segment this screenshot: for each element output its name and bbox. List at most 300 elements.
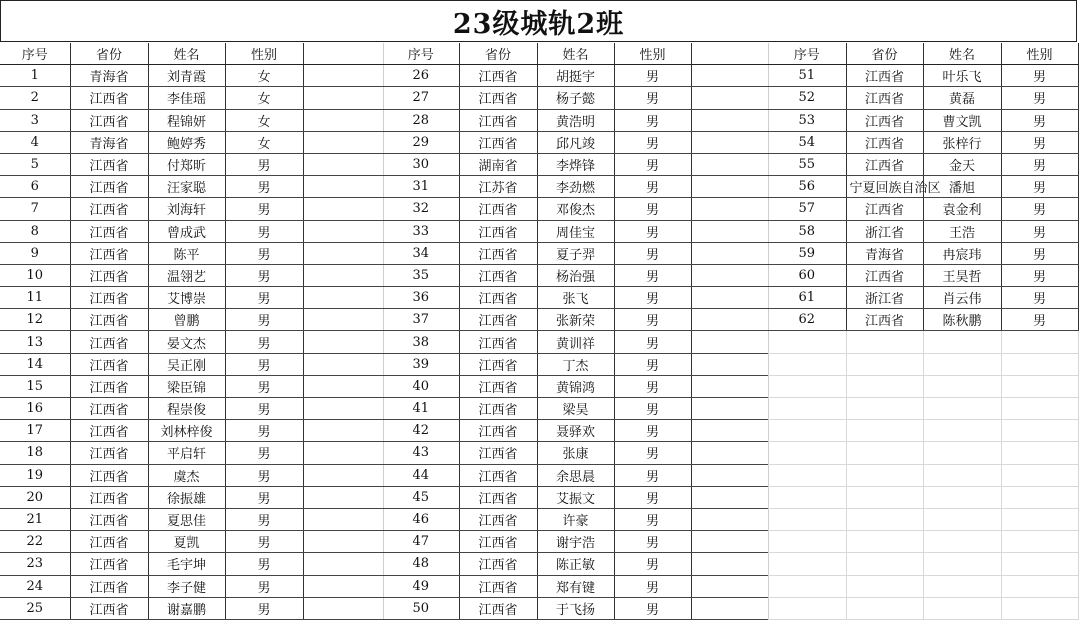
province-cell: 江西省 xyxy=(70,531,148,553)
table-row xyxy=(383,65,768,87)
seq-cell xyxy=(768,375,846,397)
empty-row xyxy=(768,398,1078,420)
table-row xyxy=(0,508,383,530)
table-row xyxy=(0,153,383,175)
empty-row xyxy=(768,331,1078,353)
spacer-cell xyxy=(303,575,383,597)
seq-cell: 13 xyxy=(0,331,70,353)
table-row xyxy=(383,153,768,175)
table-row xyxy=(0,198,383,220)
table-row xyxy=(383,198,768,220)
gender-cell xyxy=(1001,575,1078,597)
gender-cell: 男 xyxy=(225,264,303,286)
seq-cell: 43 xyxy=(383,442,459,464)
seq-cell: 58 xyxy=(768,220,846,242)
province-cell: 江西省 xyxy=(459,109,537,131)
table-row xyxy=(383,553,768,575)
name-cell: 虞杰 xyxy=(148,464,225,486)
gender-cell: 男 xyxy=(1001,131,1078,153)
gender-cell: 男 xyxy=(225,531,303,553)
gender-cell: 男 xyxy=(1001,309,1078,331)
spacer-cell xyxy=(303,109,383,131)
spacer-cell xyxy=(691,198,768,220)
gender-cell: 男 xyxy=(225,242,303,264)
seq-cell xyxy=(768,486,846,508)
table-row xyxy=(0,575,383,597)
seq-cell xyxy=(768,398,846,420)
gender-cell xyxy=(1001,597,1078,619)
gender-cell: 男 xyxy=(225,553,303,575)
gender-cell: 男 xyxy=(614,176,691,198)
table-row xyxy=(768,176,1078,198)
header-province: 省份 xyxy=(846,43,923,65)
gender-cell: 男 xyxy=(225,331,303,353)
seq-cell: 23 xyxy=(0,553,70,575)
empty-row xyxy=(768,464,1078,486)
spacer-cell xyxy=(691,597,768,619)
seq-cell: 59 xyxy=(768,242,846,264)
name-cell: 徐振雄 xyxy=(148,486,225,508)
gender-cell xyxy=(1001,353,1078,375)
seq-cell: 36 xyxy=(383,287,459,309)
seq-cell: 56 xyxy=(768,176,846,198)
spacer-cell xyxy=(303,153,383,175)
seq-cell: 52 xyxy=(768,87,846,109)
seq-cell: 26 xyxy=(383,65,459,87)
name-cell: 黄训祥 xyxy=(537,331,614,353)
gender-cell: 男 xyxy=(225,508,303,530)
name-cell: 李子健 xyxy=(148,575,225,597)
table-row xyxy=(768,109,1078,131)
table-row xyxy=(768,242,1078,264)
seq-cell: 11 xyxy=(0,287,70,309)
table-row xyxy=(0,331,383,353)
name-cell: 温翎艺 xyxy=(148,264,225,286)
seq-cell xyxy=(768,464,846,486)
table-row xyxy=(0,375,383,397)
spacer-cell xyxy=(691,398,768,420)
name-cell xyxy=(923,331,1001,353)
spacer-cell xyxy=(303,176,383,198)
province-cell: 江西省 xyxy=(70,442,148,464)
spacer-cell xyxy=(691,486,768,508)
spacer-cell xyxy=(303,309,383,331)
name-cell: 李烨锋 xyxy=(537,153,614,175)
table-row xyxy=(0,65,383,87)
seq-cell: 46 xyxy=(383,508,459,530)
spacer-cell xyxy=(691,553,768,575)
gender-cell: 男 xyxy=(614,131,691,153)
gender-cell: 男 xyxy=(225,575,303,597)
gender-cell xyxy=(1001,442,1078,464)
province-cell xyxy=(846,553,923,575)
table-row xyxy=(768,153,1078,175)
name-cell: 陈秋鹏 xyxy=(923,309,1001,331)
spacer-cell xyxy=(303,531,383,553)
province-cell: 青海省 xyxy=(70,65,148,87)
spacer-cell xyxy=(691,153,768,175)
province-cell: 浙江省 xyxy=(846,287,923,309)
table-row xyxy=(0,264,383,286)
gender-cell xyxy=(1001,420,1078,442)
province-cell: 江西省 xyxy=(459,553,537,575)
province-cell: 宁夏回族自治区 xyxy=(846,176,923,198)
province-cell: 江西省 xyxy=(70,486,148,508)
province-cell: 江西省 xyxy=(846,264,923,286)
gender-cell: 男 xyxy=(1001,287,1078,309)
name-cell xyxy=(923,375,1001,397)
table-row xyxy=(0,531,383,553)
spacer-cell xyxy=(303,553,383,575)
name-cell: 黄浩明 xyxy=(537,109,614,131)
gender-cell: 男 xyxy=(225,442,303,464)
gender-cell: 男 xyxy=(225,398,303,420)
province-cell: 江西省 xyxy=(70,264,148,286)
table-row xyxy=(383,531,768,553)
seq-cell: 12 xyxy=(0,309,70,331)
name-cell: 李劲燃 xyxy=(537,176,614,198)
name-cell: 丁杰 xyxy=(537,353,614,375)
province-cell: 江西省 xyxy=(459,287,537,309)
spacer-cell xyxy=(691,442,768,464)
table-row xyxy=(383,375,768,397)
empty-row xyxy=(768,442,1078,464)
gender-cell: 男 xyxy=(614,508,691,530)
name-cell: 王昊哲 xyxy=(923,264,1001,286)
seq-cell: 62 xyxy=(768,309,846,331)
header-province: 省份 xyxy=(70,43,148,65)
province-cell: 江西省 xyxy=(70,153,148,175)
province-cell: 江西省 xyxy=(70,87,148,109)
seq-cell: 6 xyxy=(0,176,70,198)
empty-row xyxy=(768,575,1078,597)
province-cell: 江西省 xyxy=(459,398,537,420)
gender-cell: 男 xyxy=(225,309,303,331)
province-cell: 江西省 xyxy=(846,153,923,175)
name-cell: 谢宇浩 xyxy=(537,531,614,553)
spacer-cell xyxy=(691,309,768,331)
province-cell: 江苏省 xyxy=(459,176,537,198)
gender-cell: 男 xyxy=(614,65,691,87)
gender-cell: 男 xyxy=(614,353,691,375)
table-row xyxy=(0,353,383,375)
table-row xyxy=(383,264,768,286)
province-cell xyxy=(846,375,923,397)
seq-cell: 19 xyxy=(0,464,70,486)
empty-row xyxy=(768,353,1078,375)
name-cell: 谢嘉鹏 xyxy=(148,597,225,619)
spacer-cell xyxy=(303,375,383,397)
seq-cell: 39 xyxy=(383,353,459,375)
province-cell: 江西省 xyxy=(459,309,537,331)
header-name: 姓名 xyxy=(537,43,614,65)
empty-row xyxy=(768,597,1078,619)
name-cell: 杨子懿 xyxy=(537,87,614,109)
table-row xyxy=(0,309,383,331)
seq-cell: 53 xyxy=(768,109,846,131)
seq-cell: 8 xyxy=(0,220,70,242)
table-row xyxy=(383,331,768,353)
seq-cell: 21 xyxy=(0,508,70,530)
gender-cell xyxy=(1001,331,1078,353)
table-row xyxy=(0,420,383,442)
name-cell: 冉宸玮 xyxy=(923,242,1001,264)
name-cell xyxy=(923,353,1001,375)
seq-cell: 47 xyxy=(383,531,459,553)
gender-cell: 男 xyxy=(614,198,691,220)
gender-cell: 男 xyxy=(614,398,691,420)
spacer-cell xyxy=(691,264,768,286)
province-cell: 青海省 xyxy=(70,131,148,153)
seq-cell xyxy=(768,353,846,375)
seq-cell: 28 xyxy=(383,109,459,131)
gender-cell: 男 xyxy=(225,287,303,309)
spacer-cell xyxy=(691,65,768,87)
table-row xyxy=(0,486,383,508)
province-cell: 江西省 xyxy=(70,464,148,486)
province-cell xyxy=(846,531,923,553)
province-cell: 湖南省 xyxy=(459,153,537,175)
seq-cell: 32 xyxy=(383,198,459,220)
gender-cell: 男 xyxy=(614,553,691,575)
empty-row xyxy=(768,486,1078,508)
province-cell: 江西省 xyxy=(70,242,148,264)
seq-cell: 25 xyxy=(0,597,70,619)
header-gender: 性别 xyxy=(614,43,691,65)
name-cell: 鲍婷秀 xyxy=(148,131,225,153)
table-row xyxy=(383,287,768,309)
name-cell: 潘旭 xyxy=(923,176,1001,198)
spacer-cell xyxy=(303,508,383,530)
gender-cell xyxy=(1001,375,1078,397)
seq-cell: 60 xyxy=(768,264,846,286)
sheet-title: 23级城轨2班 xyxy=(452,8,625,40)
empty-row xyxy=(768,375,1078,397)
roster-table-2 xyxy=(383,43,769,620)
name-cell: 黄锦鸿 xyxy=(537,375,614,397)
empty-row xyxy=(768,508,1078,530)
spacer-cell xyxy=(691,464,768,486)
name-cell: 叶乐飞 xyxy=(923,65,1001,87)
seq-cell xyxy=(768,597,846,619)
seq-cell xyxy=(768,553,846,575)
gender-cell: 女 xyxy=(225,131,303,153)
province-cell: 江西省 xyxy=(70,398,148,420)
province-cell: 江西省 xyxy=(459,353,537,375)
name-cell: 陈平 xyxy=(148,242,225,264)
spacer-cell xyxy=(303,220,383,242)
gender-cell: 男 xyxy=(614,264,691,286)
province-cell: 江西省 xyxy=(70,508,148,530)
name-cell: 付郑昕 xyxy=(148,153,225,175)
seq-cell: 34 xyxy=(383,242,459,264)
province-cell: 江西省 xyxy=(70,220,148,242)
table-row xyxy=(0,442,383,464)
table-row xyxy=(768,87,1078,109)
table-row xyxy=(0,464,383,486)
seq-cell: 55 xyxy=(768,153,846,175)
table-row xyxy=(383,87,768,109)
gender-cell: 男 xyxy=(614,597,691,619)
table-row xyxy=(768,65,1078,87)
province-cell: 江西省 xyxy=(846,109,923,131)
gender-cell: 男 xyxy=(225,153,303,175)
header-num: 序号 xyxy=(383,43,459,65)
name-cell: 郑有键 xyxy=(537,575,614,597)
seq-cell: 2 xyxy=(0,87,70,109)
spacer-cell xyxy=(303,198,383,220)
table-row xyxy=(383,309,768,331)
name-cell: 曹文凯 xyxy=(923,109,1001,131)
name-cell xyxy=(923,486,1001,508)
name-cell: 晏文杰 xyxy=(148,331,225,353)
name-cell: 夏子羿 xyxy=(537,242,614,264)
seq-cell xyxy=(768,531,846,553)
gender-cell: 男 xyxy=(614,442,691,464)
seq-cell xyxy=(768,575,846,597)
province-cell: 江西省 xyxy=(70,309,148,331)
table-row xyxy=(383,131,768,153)
table-row xyxy=(768,198,1078,220)
province-cell: 江西省 xyxy=(459,264,537,286)
spacer-cell xyxy=(303,287,383,309)
name-cell xyxy=(923,442,1001,464)
spacer-cell xyxy=(691,353,768,375)
gender-cell: 男 xyxy=(614,309,691,331)
name-cell: 艾博崇 xyxy=(148,287,225,309)
spacer-cell xyxy=(303,398,383,420)
seq-cell: 40 xyxy=(383,375,459,397)
province-cell: 江西省 xyxy=(70,375,148,397)
empty-row xyxy=(768,553,1078,575)
spacer-cell xyxy=(691,43,768,65)
province-cell xyxy=(846,353,923,375)
spacer-cell xyxy=(303,65,383,87)
name-cell: 程崇俊 xyxy=(148,398,225,420)
spacer-cell xyxy=(691,420,768,442)
table-row xyxy=(0,553,383,575)
header-gender: 性别 xyxy=(225,43,303,65)
province-cell: 江西省 xyxy=(846,198,923,220)
gender-cell: 男 xyxy=(1001,176,1078,198)
spacer-cell xyxy=(303,486,383,508)
seq-cell: 1 xyxy=(0,65,70,87)
province-cell: 江西省 xyxy=(459,597,537,619)
seq-cell: 37 xyxy=(383,309,459,331)
gender-cell: 男 xyxy=(1001,87,1078,109)
name-cell: 张新荣 xyxy=(537,309,614,331)
name-cell: 夏凯 xyxy=(148,531,225,553)
gender-cell: 男 xyxy=(614,87,691,109)
table-row xyxy=(768,220,1078,242)
seq-cell: 54 xyxy=(768,131,846,153)
province-cell: 江西省 xyxy=(70,176,148,198)
name-cell: 杨治强 xyxy=(537,264,614,286)
name-cell: 黄磊 xyxy=(923,87,1001,109)
spacer-cell xyxy=(303,420,383,442)
table-row xyxy=(383,242,768,264)
name-cell: 王浩 xyxy=(923,220,1001,242)
seq-cell: 20 xyxy=(0,486,70,508)
name-cell: 程锦妍 xyxy=(148,109,225,131)
roster-table-3 xyxy=(768,43,1079,620)
name-cell: 曾成武 xyxy=(148,220,225,242)
spacer-cell xyxy=(691,131,768,153)
name-cell: 刘青霞 xyxy=(148,65,225,87)
name-cell: 汪家聪 xyxy=(148,176,225,198)
name-cell: 邱凡竣 xyxy=(537,131,614,153)
gender-cell: 男 xyxy=(614,575,691,597)
header-gender: 性别 xyxy=(1001,43,1078,65)
province-cell: 江西省 xyxy=(70,331,148,353)
table-row xyxy=(0,87,383,109)
province-cell xyxy=(846,398,923,420)
seq-cell: 18 xyxy=(0,442,70,464)
province-cell xyxy=(846,575,923,597)
name-cell: 艾振文 xyxy=(537,486,614,508)
province-cell: 江西省 xyxy=(459,242,537,264)
seq-cell: 17 xyxy=(0,420,70,442)
title-bar xyxy=(0,0,1077,42)
name-cell xyxy=(923,398,1001,420)
spacer-cell xyxy=(303,264,383,286)
gender-cell xyxy=(1001,398,1078,420)
spacer-cell xyxy=(303,464,383,486)
province-cell: 江西省 xyxy=(70,597,148,619)
gender-cell xyxy=(1001,464,1078,486)
header-num: 序号 xyxy=(0,43,70,65)
seq-cell: 16 xyxy=(0,398,70,420)
name-cell xyxy=(923,553,1001,575)
seq-cell: 15 xyxy=(0,375,70,397)
table-row xyxy=(0,220,383,242)
gender-cell: 男 xyxy=(1001,109,1078,131)
gender-cell: 男 xyxy=(614,220,691,242)
name-cell: 周佳宝 xyxy=(537,220,614,242)
name-cell: 聂驿欢 xyxy=(537,420,614,442)
seq-cell: 9 xyxy=(0,242,70,264)
header-num: 序号 xyxy=(768,43,846,65)
province-cell: 江西省 xyxy=(70,575,148,597)
name-cell: 曾鹏 xyxy=(148,309,225,331)
name-cell: 夏思佳 xyxy=(148,508,225,530)
table-row xyxy=(383,508,768,530)
seq-cell: 33 xyxy=(383,220,459,242)
province-cell: 江西省 xyxy=(459,87,537,109)
province-cell: 江西省 xyxy=(70,287,148,309)
gender-cell xyxy=(1001,486,1078,508)
gender-cell: 男 xyxy=(1001,198,1078,220)
spacer-cell xyxy=(691,87,768,109)
province-cell: 江西省 xyxy=(459,575,537,597)
header-row xyxy=(383,43,768,65)
seq-cell xyxy=(768,420,846,442)
header-province: 省份 xyxy=(459,43,537,65)
seq-cell: 57 xyxy=(768,198,846,220)
header-name: 姓名 xyxy=(923,43,1001,65)
province-cell: 江西省 xyxy=(846,131,923,153)
spacer-cell xyxy=(303,353,383,375)
table-row xyxy=(383,597,768,619)
province-cell: 江西省 xyxy=(70,353,148,375)
name-cell: 梁昊 xyxy=(537,398,614,420)
name-cell: 张飞 xyxy=(537,287,614,309)
province-cell: 江西省 xyxy=(70,420,148,442)
table-row xyxy=(768,264,1078,286)
spacer-cell xyxy=(691,220,768,242)
spacer-cell xyxy=(303,442,383,464)
gender-cell: 男 xyxy=(225,464,303,486)
